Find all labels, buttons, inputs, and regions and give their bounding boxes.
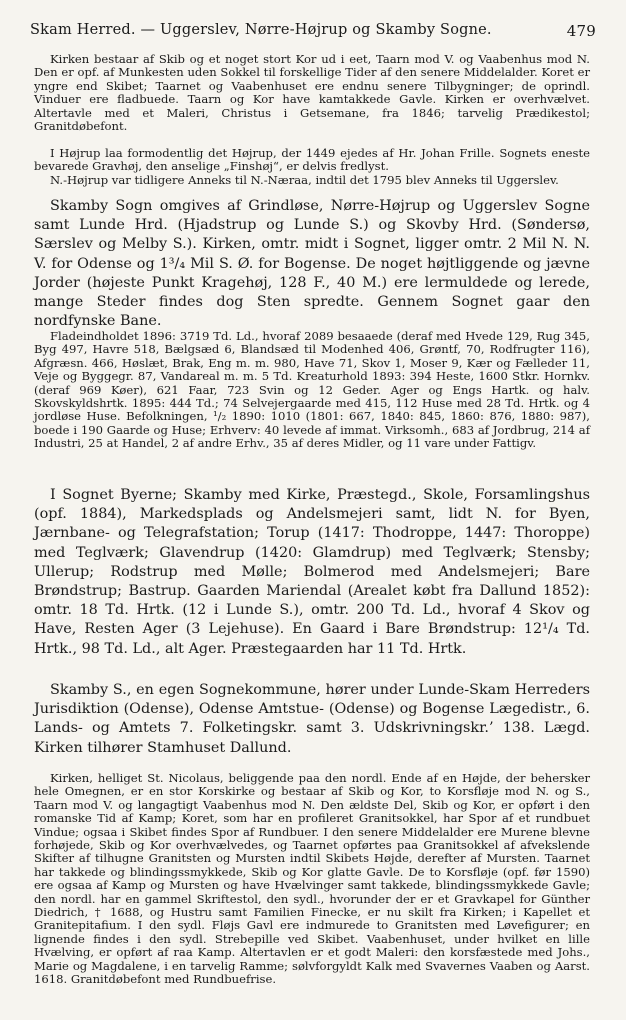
paragraph-kirken-hojrup: Kirken bestaar af Skib og et noget stort Kor ud i eet, Taarn mod V. og Vaabenhus mod N. Den er opf. af Munkesten uden Sokkel til forskellige Tider af den senere Middelalder. Koret er yngre end Skibet; Taarnet og Vaabenhuset ere endnu senere Tilbygninger; de oprindl. Vinduer ere fladbuede. Taarn og Kor have kamtakkede Gavle. Kirken er overhvælvet. Altertavle med et Maleri, Christus i Getsemane, fra 1846; tarvelig Prædikestol; Granitdøbefont. bbox=[34, 52, 590, 134]
paragraph-byerne: I Sognet Byerne; Skamby med Kirke, Præstegd., Skole, Forsamlingshus (opf. 1884), Markedsplads og Andelsmejeri samt, lidt N. for Byen, Jærnbane- og Telegrafstation; Torup (1417: Thodroppe, 1447: Thoroppe) med Teglværk; Glavendrup (1420: Glamdrup) med Teglværk; Stensby; Ullerup; Rodstrup med Mølle; Bolmerod med Andelsmejeri; Bare Brøndstrup; Bastrup. Gaarden Mariendal (Arealet købt fra Dallund 1852): omtr. 18 Td. Hrtk. (12 i Lunde S.), omtr. 200 Td. Ld., hvoraf 4 Skov og Have, Resten Ager (3 Lejehuse). En Gaard i Bare Brøndstrup: 12¹/₄ Td. Hrtk., 98 Td. Ld., alt Ager. Præstegaarden har 11 Td. Hrtk. bbox=[34, 487, 590, 657]
page-header bbox=[30, 22, 596, 42]
paragraph-hojrup-gravhoj: I Højrup laa formodentlig det Højrup, der 1449 ejedes af Hr. Johan Frille. Sognets eneste bevarede Gravhøj, den anselige „Finshøj“, er delvis fredlyst. bbox=[34, 146, 590, 174]
paragraph-anneks: N.-Højrup var tidligere Anneks til N.-Næraa, indtil det 1795 blev Anneks til Uggerslev. bbox=[50, 173, 559, 187]
paragraph-jurisdiktion: Skamby S., en egen Sognekommune, hører under Lunde-Skam Herreders Jurisdiktion (Odense), Odense Amtstue- (Odense) og Bogense Lægedistr., 6. Lands- og Amtets 7. Folketingskr. samt 3. Udskrivningskr.’ 138. Lægd. Kirken tilhører Stamhuset Dallund. bbox=[34, 682, 590, 756]
running-title: Skam Herred. — Uggerslev, Nørre-Højrup og Skamby Sogne. bbox=[30, 22, 492, 38]
paragraph-skamby-sogn: Skamby Sogn omgives af Grindløse, Nørre-Højrup og Uggerslev Sogne samt Lunde Hrd. (Hjadstrup og Lunde S.) og Skovby Hrd. (Søndersø, Særslev og Melby S.). Kirken, omtr. midt i Sognet, ligger omtr. 2 Mil N. N. V. for Odense og 1³/₄ Mil S. Ø. for Bogense. De noget højtliggende og jævne Jorder (højeste Punkt Kragehøj, 128 F., 40 M.) ere lermuldede og lerede, mange Steder findes dog Sten spredte. Gennem Sognet gaar den nordfynske Bane. bbox=[34, 198, 590, 330]
page-number: 479 bbox=[566, 22, 596, 40]
paragraph-statistics: Fladeindholdet 1896: 3719 Td. Ld., hvoraf 2089 besaaede (deraf med Hvede 129, Rug 345, Byg 497, Havre 518, Bælgsæd 6, Blandsæd til Modenhed 406, Grøntf, 70, Rodfrugter 116), Afgræsn. 466, Høslæt, Brak, Eng m. m. 980, Have 71, Skov 1, Moser 9, Kær og Fælleder 11, Veje og Byggegr. 87, Vandareal m. m. 5 Td. Kreaturhold 1893: 394 Heste, 1600 Stkr. Hornkv. (deraf 969 Køer), 621 Faar, 723 Svin og 12 Geder. Ager og Engs Hartk. og halv. Skovskyldshrtk. 1895: 444 Td.; 74 Selvejergaarde med 415, 112 Huse med 28 Td. Hrtk. og 4 jordløse Huse. Befolkningen, ¹/₂ 1890: 1010 (1801: 667, 1840: 845, 1860: 876, 1880: 987), boede i 190 Gaarde og Huse; Erhverv: 40 levede af immat. Virksomh., 683 af Jordbrug, 214 af Industri, 25 at Handel, 2 af andre Erhv., 35 af deres Midler, og 11 vare under Fattigv. bbox=[34, 329, 590, 451]
paragraph-kirken-skamby: Kirken, helliget St. Nicolaus, beliggende paa den nordl. Ende af en Højde, der behersker hele Omegnen, er en stor Korskirke og bestaar af Skib og Kor, to Korsfløje mod N. og S., Taarn mod V. og langagtigt Vaabenhus mod N. Den ældste Del, Skib og Kor, er opført i den romanske Tid af Kamp; Koret, som har en profileret Granitsokkel, har Spor af et rundbuet Vindue; ogsaa i Skibet findes Spor af Rundbuer. I den senere Middelalder ere Murene blevne forhøjede, Skib og Kor overhvælvedes, og Taarnet opførtes paa Granitsokkel af afvekslende Skifter af tilhugne Granitsten og Mursten indtil Skibets Højde, derefter af Mursten. Taarnet har takkede og blindingssmykkede, Skib og Kor glatte Gavle. De to Korsfløje (opf. før 1590) ere ogsaa af Kamp og Mursten og have Hvælvinger samt takkede, blindingssmykkede Gavle; den nordl. har en gammel Skriftestol, den sydl., hvorunder der er et Gravkapel for Günther Diedrich, † 1688, og Hustru samt Familien Finecke, er nu skilt fra Kirken; i Kapellet et Granitepitafium. I den sydl. Fløjs Gavl ere indmurede to Granitsten med Løvefigurer; en lignende findes i den sydl. Strebepille ved Skibet. Vaabenhuset, under hvilket en lille Hvælving, er opført af raa Kamp. Altertavlen er et godt Maleri: den korsfæstede med Johs., Marie og Magdalene, i en tarvelig Ramme; sølvforgyldt Kalk med Svavernes Vaaben og Aarst. 1618. Granitdøbefont med Rundbuefrise. bbox=[34, 771, 590, 987]
